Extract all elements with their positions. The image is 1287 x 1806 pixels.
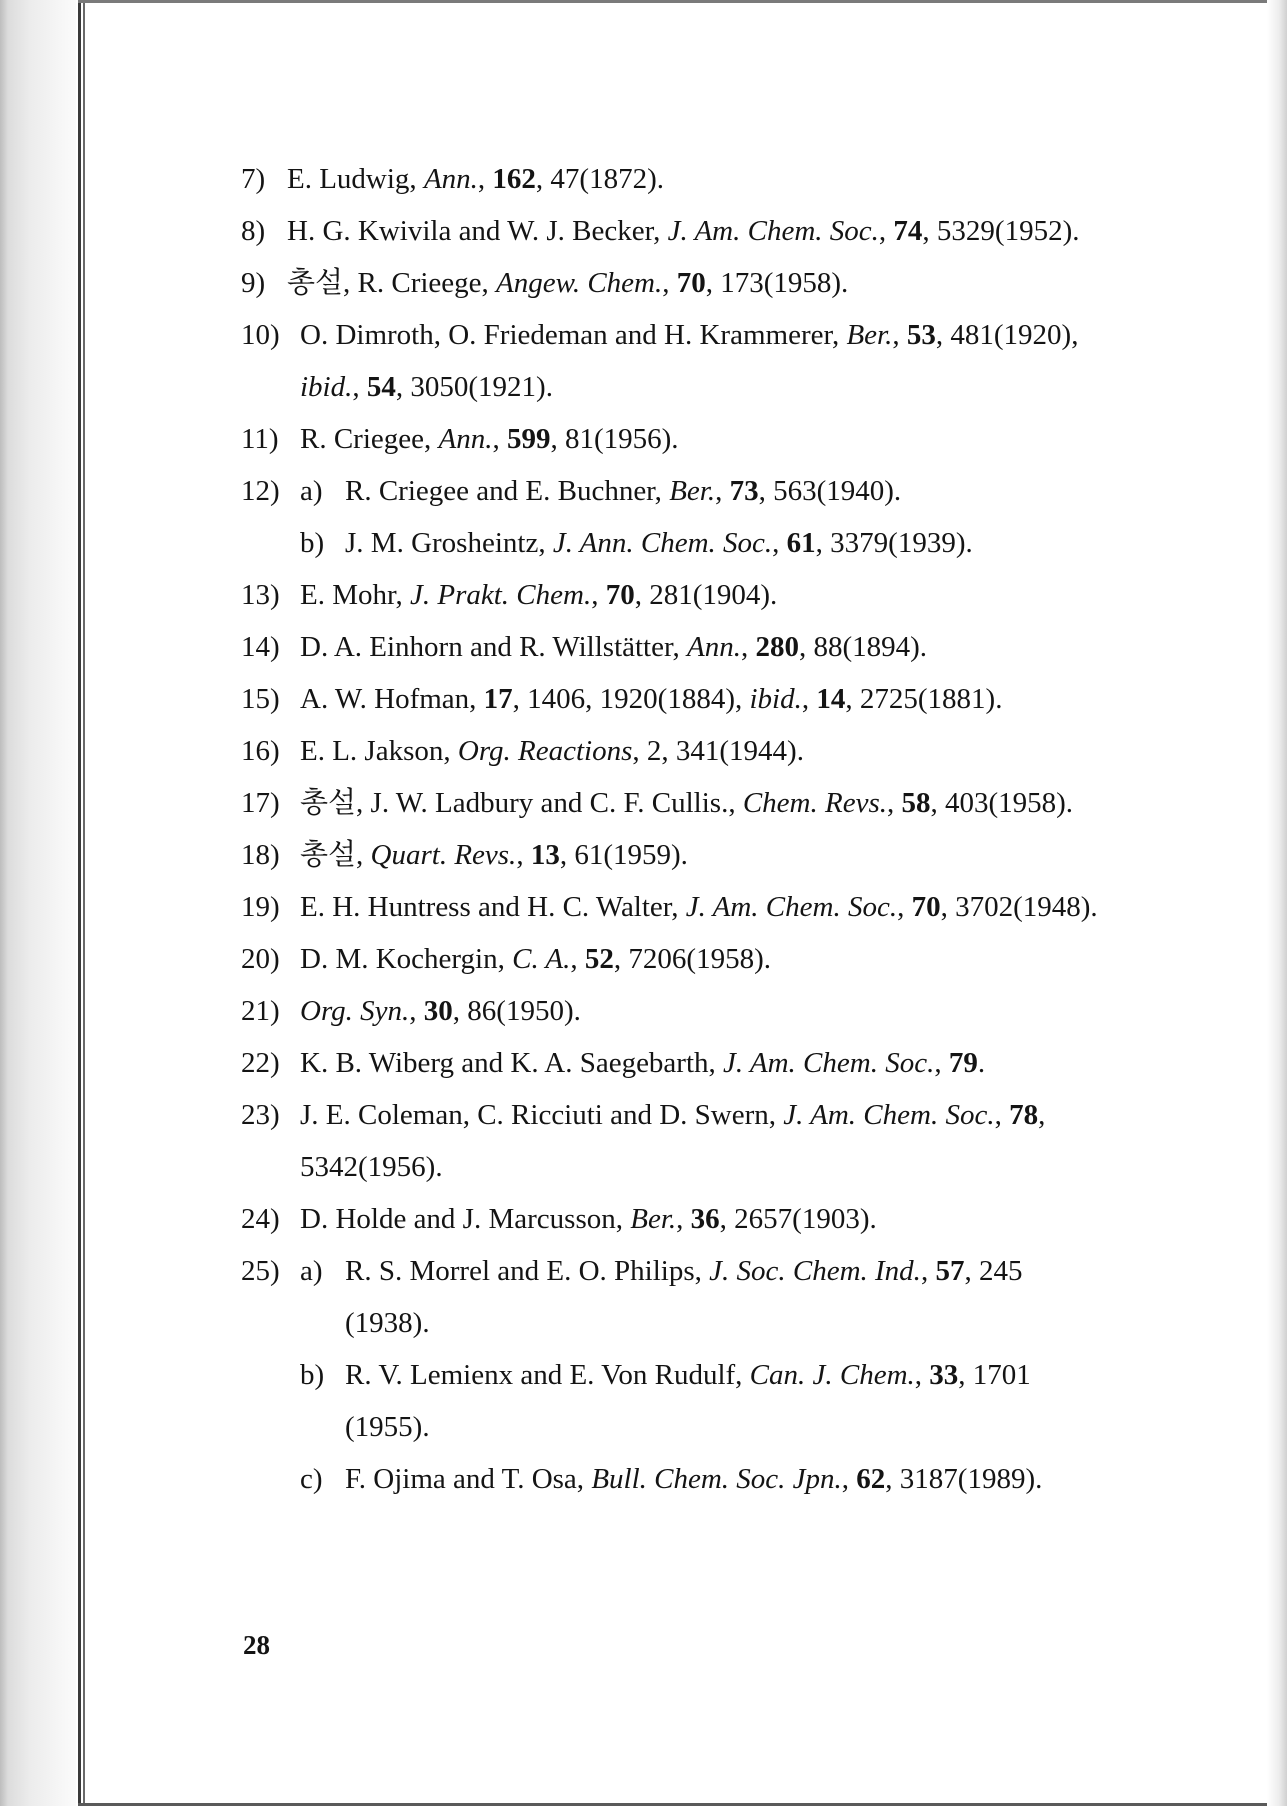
reference-text: [345, 1253, 1022, 1289]
reference-text: [300, 629, 927, 665]
reference-fragment: O. Dimroth, O. Friedeman and H. Krammerer,: [300, 319, 847, 351]
reference-fragment: 총설,: [300, 839, 371, 871]
reference-text: [345, 1461, 1042, 1497]
reference-text: [300, 1045, 985, 1081]
volume-number: 57: [935, 1255, 965, 1287]
reference-number: 12): [241, 475, 280, 507]
page-border-left-inner: [83, 2, 85, 1804]
volume-number: 30: [423, 995, 453, 1027]
reference-fragment: , 2725(1881).: [845, 683, 1003, 715]
reference-fragment: , 2657(1903).: [719, 1203, 877, 1235]
reference-text: [345, 473, 901, 509]
reference-fragment: , 81(1956).: [550, 423, 679, 455]
reference-fragment: D. Holde and J. Marcusson,: [300, 1203, 631, 1235]
volume-number: 70: [676, 267, 706, 299]
reference-fragment: , 1701: [958, 1359, 1031, 1391]
journal-name: J. Soc. Chem. Ind.: [709, 1255, 921, 1287]
journal-name: Org. Syn.: [300, 995, 410, 1027]
reference-fragment: ,: [715, 475, 730, 507]
reference-fragment: , 403(1958).: [930, 787, 1074, 819]
reference-number: 17): [241, 787, 280, 819]
reference-number: 23): [241, 1099, 280, 1131]
journal-name: Chem. Revs.: [742, 787, 887, 819]
reference-fragment: ,: [994, 1099, 1010, 1131]
reference-fragment: F. Ojima and T. Osa,: [345, 1463, 592, 1495]
journal-name: Ber.: [846, 319, 893, 351]
volume-number: 70: [605, 579, 635, 611]
reference-fragment: R. S. Morrel and E. O. Philips,: [345, 1255, 710, 1287]
reference-fragment: J. E. Coleman, C. Ricciuti and D. Swern,: [300, 1099, 784, 1131]
reference-fragment: D. A. Einhorn and R. Willstätter,: [300, 631, 687, 663]
journal-name: Ann.: [423, 163, 478, 195]
reference-text: [345, 1357, 1031, 1393]
volume-number: 599: [506, 423, 551, 455]
reference-number: 8): [241, 215, 266, 247]
reference-text: [345, 1305, 430, 1341]
volume-number: 17: [483, 683, 513, 715]
journal-name: Angew. Chem.: [496, 267, 663, 299]
reference-text: [287, 213, 1080, 249]
journal-name: J. Ann. Chem. Soc.: [552, 527, 773, 559]
reference-text: [300, 733, 804, 769]
volume-number: 78: [1009, 1099, 1039, 1131]
reference-fragment: E. H. Huntress and H. C. Walter,: [300, 891, 686, 923]
reference-fragment: , 3702(1948).: [940, 891, 1098, 923]
volume-number: 162: [492, 163, 536, 195]
reference-text: [300, 837, 688, 873]
reference-fragment: D. M. Kochergin,: [300, 943, 513, 975]
reference-fragment: ,: [897, 891, 912, 923]
reference-fragment: ,: [662, 267, 677, 299]
reference-text: [345, 525, 973, 561]
reference-text: [345, 1409, 430, 1445]
reference-text: [300, 889, 1098, 925]
reference-number: 16): [241, 735, 280, 767]
reference-number: 15): [241, 683, 280, 715]
reference-fragment: , 3050(1921).: [395, 371, 553, 403]
reference-fragment: E. Mohr,: [300, 579, 410, 611]
reference-fragment: ,: [740, 631, 756, 663]
reference-fragment: , 7206(1958).: [613, 943, 771, 975]
page-border-left: [78, 2, 81, 1804]
reference-text: [300, 1097, 1045, 1133]
volume-number: 53: [906, 319, 936, 351]
page-border-top: [78, 0, 1287, 3]
reference-text: [300, 317, 1078, 353]
reference-fragment: ,: [886, 787, 902, 819]
journal-name: ibid.: [749, 683, 802, 715]
journal-name: J. Am. Chem. Soc.: [685, 891, 898, 923]
reference-number: 10): [241, 319, 280, 351]
reference-sub-label: a): [300, 1255, 323, 1287]
reference-number: 14): [241, 631, 280, 663]
volume-number: 73: [729, 475, 759, 507]
reference-text: [300, 369, 553, 405]
reference-fragment: , 61(1959).: [559, 839, 688, 871]
reference-fragment: 총설, J. W. Ladbury and C. F. Cullis.,: [300, 787, 743, 819]
reference-fragment: , 563(1940).: [758, 475, 902, 507]
volume-number: 280: [755, 631, 799, 663]
reference-fragment: , 86(1950).: [452, 995, 581, 1027]
reference-text: [300, 941, 771, 977]
reference-fragment: , 47(1872).: [535, 163, 664, 195]
journal-name: J. Prakt. Chem.: [410, 579, 592, 611]
reference-text: [300, 577, 777, 613]
reference-sub-label: b): [300, 1359, 325, 1391]
volume-number: 33: [929, 1359, 959, 1391]
journal-name: Quart. Revs.: [370, 839, 517, 871]
volume-number: 70: [911, 891, 941, 923]
journal-name: C. A.: [512, 943, 571, 975]
reference-fragment: (1955).: [345, 1411, 430, 1443]
reference-fragment: , 3187(1989).: [885, 1463, 1043, 1495]
reference-sub-label: a): [300, 475, 323, 507]
reference-fragment: 총설, R. Crieege,: [287, 267, 497, 299]
reference-number: 18): [241, 839, 280, 871]
reference-fragment: ,: [516, 839, 531, 871]
volume-number: 79: [948, 1047, 978, 1079]
reference-sub-label: c): [300, 1463, 323, 1495]
reference-number: 9): [241, 267, 266, 299]
reference-number: 21): [241, 995, 280, 1027]
journal-name: Ann.: [438, 423, 493, 455]
reference-text: [300, 785, 1073, 821]
reference-fragment: ,: [492, 423, 507, 455]
reference-fragment: ,: [934, 1047, 949, 1079]
reference-fragment: E. Ludwig,: [287, 163, 424, 195]
reference-fragment: ,: [892, 319, 907, 351]
journal-name: J. Am. Chem. Soc.: [783, 1099, 995, 1131]
journal-name: Org. Reactions: [457, 735, 633, 767]
reference-fragment: ,: [591, 579, 606, 611]
reference-fragment: R. Criegee and E. Buchner,: [345, 475, 670, 507]
reference-number: 13): [241, 579, 280, 611]
reference-fragment: , 1406, 1920(1884),: [512, 683, 750, 715]
volume-number: 52: [584, 943, 614, 975]
reference-fragment: ,: [676, 1203, 691, 1235]
reference-fragment: , 281(1904).: [634, 579, 778, 611]
reference-text: [287, 265, 848, 301]
reference-fragment: , 173(1958).: [705, 267, 849, 299]
reference-fragment: ,: [772, 527, 787, 559]
volume-number: 61: [786, 527, 816, 559]
reference-number: 24): [241, 1203, 280, 1235]
reference-fragment: , 3379(1939).: [815, 527, 973, 559]
reference-fragment: .: [977, 1047, 986, 1079]
journal-name: ibid.: [300, 371, 353, 403]
reference-fragment: , 88(1894).: [798, 631, 928, 663]
reference-number: 7): [241, 163, 266, 195]
reference-text: [300, 993, 581, 1029]
reference-number: 25): [241, 1255, 280, 1287]
reference-fragment: ,: [570, 943, 585, 975]
reference-fragment: R. V. Lemienx and E. Von Rudulf,: [345, 1359, 750, 1391]
page-shadow-right: [1267, 0, 1287, 1806]
journal-name: J. Am. Chem. Soc.: [667, 215, 879, 247]
volume-number: 58: [901, 787, 931, 819]
reference-fragment: ,: [920, 1255, 936, 1287]
reference-text: [287, 161, 664, 197]
page-shadow-left: [0, 0, 76, 1806]
journal-name: Ber.: [630, 1203, 677, 1235]
page-number: 28: [243, 1630, 270, 1660]
reference-fragment: , 5329(1952).: [922, 215, 1080, 247]
reference-text: [300, 1201, 877, 1237]
reference-fragment: ,: [914, 1359, 930, 1391]
journal-name: J. Am. Chem. Soc.: [723, 1047, 935, 1079]
volume-number: 13: [530, 839, 560, 871]
volume-number: 54: [366, 371, 396, 403]
volume-number: 74: [893, 215, 923, 247]
reference-fragment: ,: [841, 1463, 857, 1495]
volume-number: 36: [690, 1203, 720, 1235]
reference-fragment: K. B. Wiberg and K. A. Saegebarth,: [300, 1047, 724, 1079]
reference-fragment: J. M. Grosheintz,: [345, 527, 553, 559]
reference-fragment: ,: [352, 371, 367, 403]
reference-fragment: ,: [1038, 1099, 1046, 1131]
reference-fragment: ,: [878, 215, 894, 247]
reference-number: 19): [241, 891, 280, 923]
reference-fragment: (1938).: [345, 1307, 430, 1339]
journal-name: Can. J. Chem.: [749, 1359, 915, 1391]
reference-fragment: R. Criegee,: [300, 423, 439, 455]
reference-text: [300, 681, 1002, 717]
reference-text: [300, 1149, 443, 1185]
reference-fragment: ,: [801, 683, 817, 715]
reference-number: 20): [241, 943, 280, 975]
reference-number: 22): [241, 1047, 280, 1079]
reference-fragment: , 481(1920),: [935, 319, 1079, 351]
reference-fragment: ,: [477, 163, 493, 195]
journal-name: Ann.: [686, 631, 741, 663]
reference-fragment: E. L. Jakson,: [300, 735, 458, 767]
journal-name: Ber.: [669, 475, 716, 507]
reference-text: [300, 421, 679, 457]
reference-fragment: A. W. Hofman,: [300, 683, 484, 715]
journal-name: Bull. Chem. Soc. Jpn.: [591, 1463, 842, 1495]
reference-fragment: , 245: [964, 1255, 1023, 1287]
reference-sub-label: b): [300, 527, 325, 559]
reference-fragment: 5342(1956).: [300, 1151, 443, 1183]
reference-fragment: H. G. Kwivila and W. J. Becker,: [287, 215, 668, 247]
reference-number: 11): [241, 423, 279, 455]
reference-fragment: , 2, 341(1944).: [632, 735, 804, 767]
volume-number: 62: [856, 1463, 886, 1495]
reference-fragment: ,: [409, 995, 424, 1027]
volume-number: 14: [816, 683, 846, 715]
